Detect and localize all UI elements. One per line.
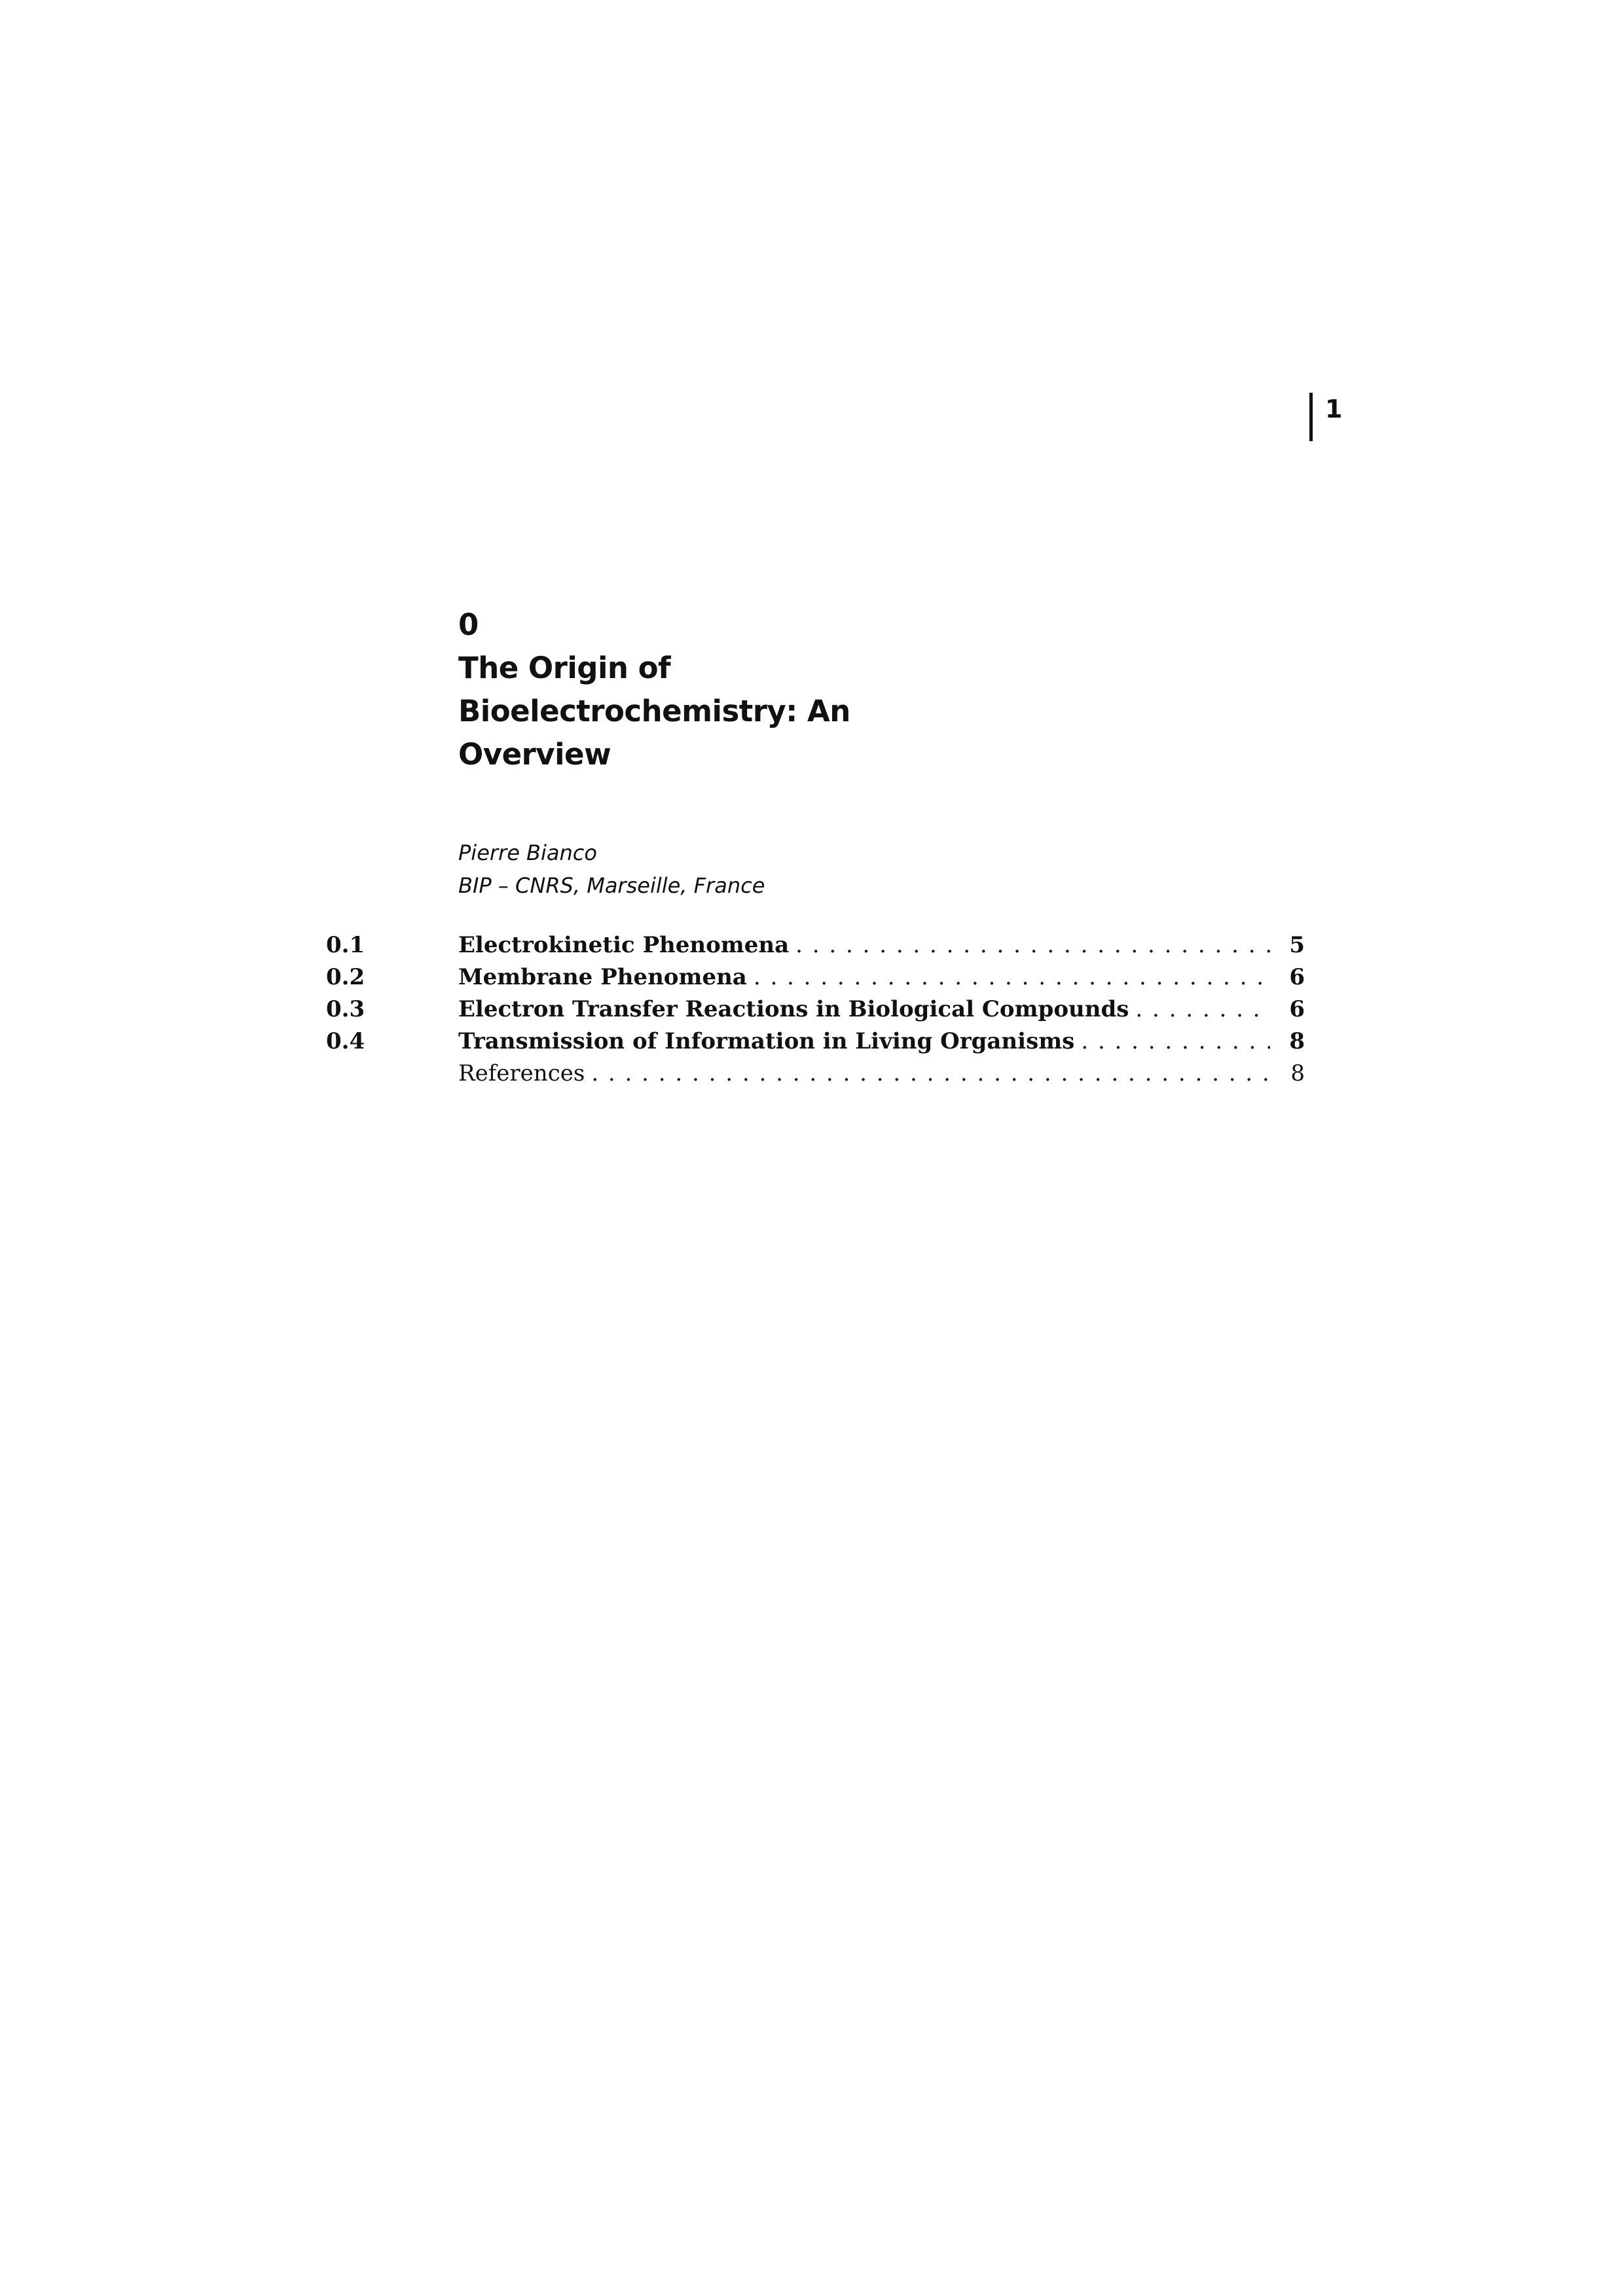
toc-entry-page: 8	[1289, 1028, 1305, 1054]
chapter-number: 0	[458, 607, 479, 642]
toc-entry-page: 6	[1289, 964, 1305, 990]
chapter-title-line-2: Bioelectrochemistry: An	[458, 694, 850, 728]
toc-entry[interactable]	[326, 929, 1305, 961]
toc-entry-number: 0.1	[326, 932, 365, 958]
toc-entry-page: 5	[1289, 932, 1305, 958]
toc-entry-leader	[458, 1026, 1270, 1058]
toc-entry-leader	[458, 1058, 1270, 1090]
toc-entry-number: 0.3	[326, 996, 365, 1022]
toc-entry-title: References	[458, 1060, 585, 1086]
toc-entry-page: 8	[1290, 1060, 1305, 1086]
toc-entry-title: Electron Transfer Reactions in Biological Compounds	[458, 996, 1129, 1022]
toc-entry-leader	[458, 929, 1270, 961]
toc-entry-title: Membrane Phenomena	[458, 964, 747, 990]
page-number: 1	[1325, 395, 1343, 423]
chapter-title-line-3: Overview	[458, 737, 611, 772]
toc-entry-page: 6	[1289, 996, 1305, 1022]
chapter-heading	[458, 603, 956, 776]
toc-entry-references[interactable]	[326, 1058, 1305, 1090]
toc-entry[interactable]	[326, 1026, 1305, 1058]
toc-entry-leader	[458, 994, 1270, 1026]
author-name: Pierre Bianco	[458, 840, 597, 865]
author-block	[458, 836, 765, 902]
toc-entry-number: 0.4	[326, 1028, 365, 1054]
chapter-title-line-1: The Origin of	[458, 651, 671, 685]
table-of-contents	[326, 929, 1305, 1090]
toc-entry-title: Transmission of Information in Living Organisms	[458, 1028, 1075, 1054]
toc-entry-number: 0.2	[326, 964, 365, 990]
toc-entry-title: Electrokinetic Phenomena	[458, 932, 790, 958]
toc-entry[interactable]	[326, 994, 1305, 1026]
toc-entry-leader	[458, 961, 1270, 994]
page-number-rule	[1309, 393, 1313, 441]
toc-entry[interactable]	[326, 961, 1305, 994]
author-affiliation: BIP – CNRS, Marseille, France	[458, 873, 765, 898]
